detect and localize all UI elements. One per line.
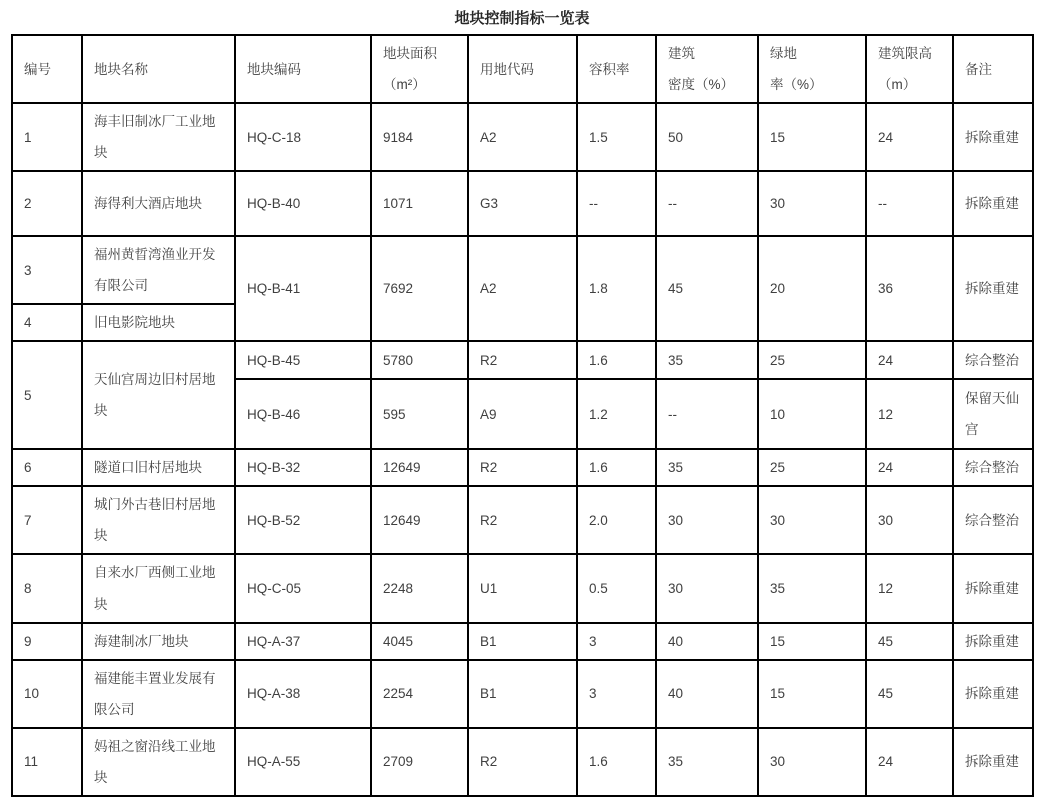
table-cell: 综合整治 bbox=[953, 449, 1033, 486]
table-cell: 9184 bbox=[371, 103, 468, 171]
table-cell: 1.5 bbox=[577, 103, 656, 171]
table-cell: 海建制冰厂地块 bbox=[82, 623, 235, 660]
header-cell-line: 地块面积 bbox=[383, 46, 437, 61]
table-cell: 45 bbox=[656, 236, 758, 341]
table-cell: 城门外古巷旧村居地块 bbox=[82, 486, 235, 554]
table-row bbox=[12, 103, 1033, 171]
table-cell: B1 bbox=[468, 660, 577, 728]
table-cell: 45 bbox=[866, 660, 953, 728]
table-cell: 隧道口旧村居地块 bbox=[82, 449, 235, 486]
table-cell: 旧电影院地块 bbox=[82, 304, 235, 341]
table-cell: 3 bbox=[12, 236, 82, 304]
table-row bbox=[12, 449, 1033, 486]
table-cell: 海得利大酒店地块 bbox=[82, 171, 235, 236]
header-cell-plot-code bbox=[235, 35, 371, 103]
table-cell: 1071 bbox=[371, 171, 468, 236]
table-cell: HQ-A-55 bbox=[235, 728, 371, 796]
table-cell: A2 bbox=[468, 236, 577, 341]
table-cell: B1 bbox=[468, 623, 577, 660]
header-cell-line: （m²） bbox=[383, 77, 426, 93]
table-cell: 50 bbox=[656, 103, 758, 171]
table-cell: 福建能丰置业发展有限公司 bbox=[82, 660, 235, 728]
table-cell: 1.6 bbox=[577, 341, 656, 379]
table-cell: A9 bbox=[468, 379, 577, 449]
table-row bbox=[12, 236, 1033, 304]
table-row bbox=[12, 486, 1033, 554]
table-cell: 拆除重建 bbox=[953, 236, 1033, 341]
table-cell: HQ-B-40 bbox=[235, 171, 371, 236]
table-cell: 35 bbox=[656, 728, 758, 796]
header-cell-plot-ratio bbox=[577, 35, 656, 103]
header-cell-line: 地块名称 bbox=[94, 61, 148, 77]
table-cell: 24 bbox=[866, 341, 953, 379]
table-cell: 5 bbox=[12, 341, 82, 449]
table-cell: 15 bbox=[758, 103, 866, 171]
table-cell: 30 bbox=[758, 171, 866, 236]
table-cell: G3 bbox=[468, 171, 577, 236]
table-cell: 35 bbox=[656, 449, 758, 486]
table-cell: HQ-B-52 bbox=[235, 486, 371, 554]
table-row bbox=[12, 341, 1033, 379]
header-cell-building-density bbox=[656, 35, 758, 103]
table-row bbox=[12, 623, 1033, 660]
table-cell: 10 bbox=[758, 379, 866, 449]
table-cell: 自来水厂西侧工业地块 bbox=[82, 554, 235, 622]
table-cell: 妈祖之窗沿线工业地块 bbox=[82, 728, 235, 796]
header-cell-height-limit bbox=[866, 35, 953, 103]
table-cell: 1.6 bbox=[577, 728, 656, 796]
header-cell-id bbox=[12, 35, 82, 103]
table-cell: 2709 bbox=[371, 728, 468, 796]
table-cell: 1 bbox=[12, 103, 82, 171]
plot-control-indicators-table bbox=[11, 34, 1034, 797]
table-cell: 1.6 bbox=[577, 449, 656, 486]
table-cell: 24 bbox=[866, 103, 953, 171]
table-cell: 7 bbox=[12, 486, 82, 554]
table-cell: 20 bbox=[758, 236, 866, 341]
table-cell: 30 bbox=[758, 486, 866, 554]
table-cell: R2 bbox=[468, 728, 577, 796]
table-cell: 30 bbox=[866, 486, 953, 554]
table-cell: 12649 bbox=[371, 449, 468, 486]
table-cell: 40 bbox=[656, 660, 758, 728]
table-cell: -- bbox=[656, 379, 758, 449]
table-cell: 24 bbox=[866, 728, 953, 796]
table-cell: 7692 bbox=[371, 236, 468, 341]
table-cell: 5780 bbox=[371, 341, 468, 379]
table-cell: U1 bbox=[468, 554, 577, 622]
table-cell: 30 bbox=[758, 728, 866, 796]
table-cell: 9 bbox=[12, 623, 82, 660]
table-cell: 保留天仙宫 bbox=[953, 379, 1033, 449]
header-cell-remarks bbox=[953, 35, 1033, 103]
table-cell: 海丰旧制冰厂工业地块 bbox=[82, 103, 235, 171]
table-cell: 6 bbox=[12, 449, 82, 486]
table-cell: 综合整治 bbox=[953, 486, 1033, 554]
table-cell: HQ-B-41 bbox=[235, 236, 371, 341]
header-cell-line: 地块编码 bbox=[247, 61, 301, 77]
table-cell: 2.0 bbox=[577, 486, 656, 554]
table-cell: 25 bbox=[758, 449, 866, 486]
table-cell: 35 bbox=[656, 341, 758, 379]
table-cell: 15 bbox=[758, 623, 866, 660]
header-cell-line: 备注 bbox=[965, 61, 992, 77]
table-cell: 15 bbox=[758, 660, 866, 728]
table-cell: 24 bbox=[866, 449, 953, 486]
table-cell: 1.2 bbox=[577, 379, 656, 449]
table-cell: 11 bbox=[12, 728, 82, 796]
table-cell: 45 bbox=[866, 623, 953, 660]
header-cell-plot-name bbox=[82, 35, 235, 103]
table-cell: HQ-A-37 bbox=[235, 623, 371, 660]
table-cell: 2 bbox=[12, 171, 82, 236]
header-cell-line: 用地代码 bbox=[480, 61, 534, 77]
table-cell: 12 bbox=[866, 379, 953, 449]
table-row bbox=[12, 554, 1033, 622]
table-row bbox=[12, 171, 1033, 236]
table-cell: 12649 bbox=[371, 486, 468, 554]
table-cell: HQ-B-46 bbox=[235, 379, 371, 449]
table-cell: HQ-B-32 bbox=[235, 449, 371, 486]
header-cell-line: 密度（%） bbox=[668, 77, 735, 93]
header-cell-green-rate bbox=[758, 35, 866, 103]
table-cell: -- bbox=[866, 171, 953, 236]
header-cell-line: 建筑限高 bbox=[878, 46, 932, 61]
table-cell: 40 bbox=[656, 623, 758, 660]
table-cell: 综合整治 bbox=[953, 341, 1033, 379]
header-cell-landuse-code bbox=[468, 35, 577, 103]
table-cell: 12 bbox=[866, 554, 953, 622]
header-cell-line: 容积率 bbox=[589, 61, 630, 77]
table-cell: R2 bbox=[468, 341, 577, 379]
table-cell: 拆除重建 bbox=[953, 728, 1033, 796]
table-header-row bbox=[12, 35, 1033, 103]
header-cell-line: 绿地 bbox=[770, 46, 797, 61]
table-cell: 0.5 bbox=[577, 554, 656, 622]
table-cell: 8 bbox=[12, 554, 82, 622]
header-cell-line: 率（%） bbox=[770, 77, 823, 93]
table-cell: 拆除重建 bbox=[953, 623, 1033, 660]
table-cell: 25 bbox=[758, 341, 866, 379]
table-cell: A2 bbox=[468, 103, 577, 171]
table-cell: 4045 bbox=[371, 623, 468, 660]
table-cell: HQ-B-45 bbox=[235, 341, 371, 379]
table-cell: 30 bbox=[656, 486, 758, 554]
table-cell: 30 bbox=[656, 554, 758, 622]
table-cell: 595 bbox=[371, 379, 468, 449]
table-cell: 天仙宫周边旧村居地块 bbox=[82, 341, 235, 449]
table-row bbox=[12, 660, 1033, 728]
table-cell: 4 bbox=[12, 304, 82, 341]
header-cell-plot-area bbox=[371, 35, 468, 103]
table-cell: 10 bbox=[12, 660, 82, 728]
table-cell: 拆除重建 bbox=[953, 554, 1033, 622]
table-cell: 36 bbox=[866, 236, 953, 341]
header-cell-line: 建筑 bbox=[668, 46, 695, 61]
table-cell: 3 bbox=[577, 660, 656, 728]
table-cell: HQ-C-05 bbox=[235, 554, 371, 622]
header-cell-line: 编号 bbox=[24, 61, 51, 77]
table-cell: -- bbox=[656, 171, 758, 236]
table-cell: HQ-C-18 bbox=[235, 103, 371, 171]
table-cell: 35 bbox=[758, 554, 866, 622]
table-cell: 2254 bbox=[371, 660, 468, 728]
table-cell: 拆除重建 bbox=[953, 103, 1033, 171]
table-cell: 2248 bbox=[371, 554, 468, 622]
table-cell: 拆除重建 bbox=[953, 171, 1033, 236]
table-row bbox=[12, 728, 1033, 796]
table-cell: R2 bbox=[468, 449, 577, 486]
table-cell: 1.8 bbox=[577, 236, 656, 341]
table-cell: 3 bbox=[577, 623, 656, 660]
table-cell: 福州黄晢湾渔业开发有限公司 bbox=[82, 236, 235, 304]
table-cell: -- bbox=[577, 171, 656, 236]
header-cell-line: （m） bbox=[878, 77, 917, 93]
table-cell: R2 bbox=[468, 486, 577, 554]
table-cell: HQ-A-38 bbox=[235, 660, 371, 728]
page-title: 地块控制指标一览表 bbox=[454, 10, 590, 27]
table-cell: 拆除重建 bbox=[953, 660, 1033, 728]
